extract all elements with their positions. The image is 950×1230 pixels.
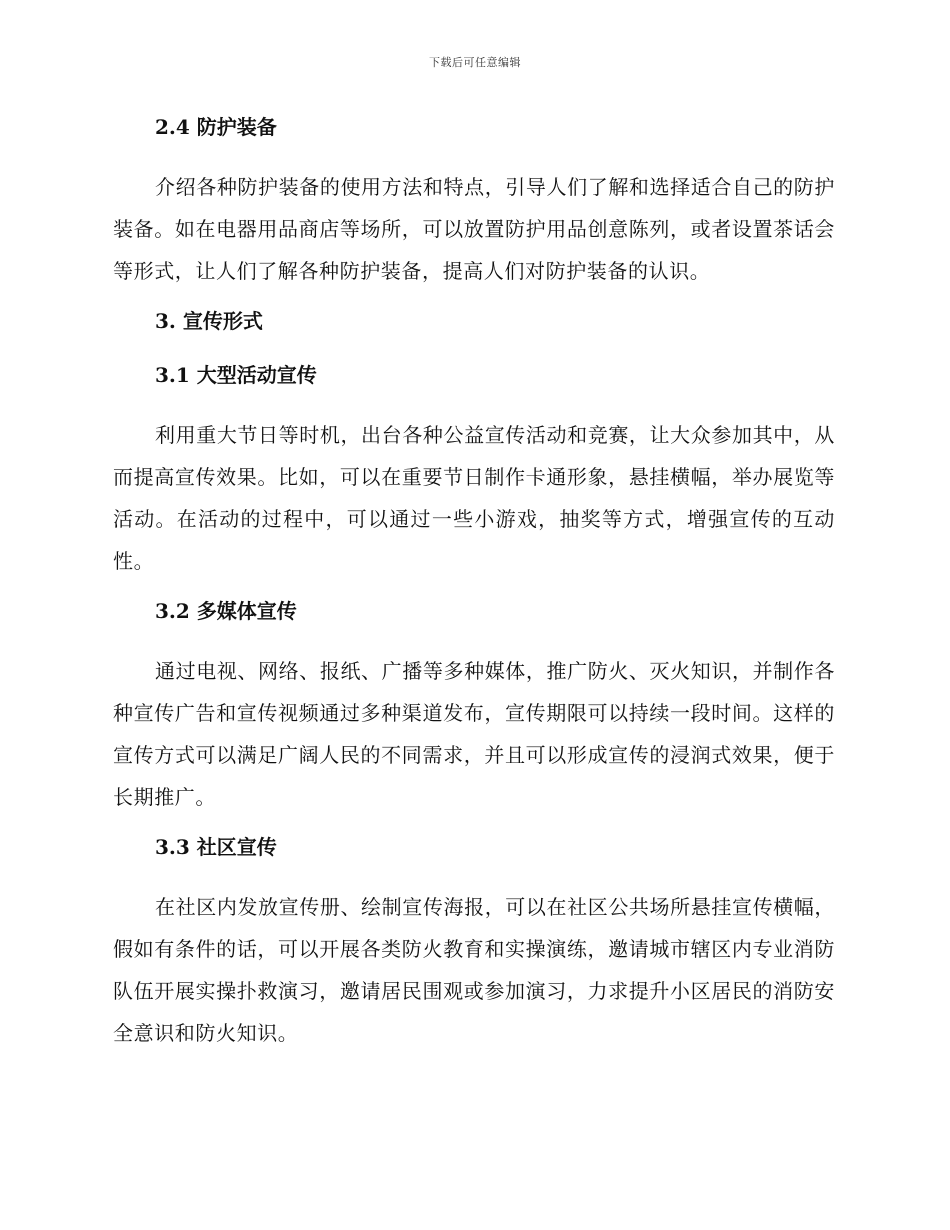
section-paragraph-2-4: 介绍各种防护装备的使用方法和特点，引导人们了解和选择适合自己的防护装备。如在电器用品商店等场所，可以放置防护用品创意陈列，或者设置茶话会等形式，让人们了解各种防护装备，提高人们对防护装备的认识。 xyxy=(113,175,835,283)
section-heading-3-3: 3.3 社区宣传 xyxy=(155,835,277,859)
section-paragraph-3-2: 通过电视、网络、报纸、广播等多种媒体，推广防火、灭火知识，并制作各种宣传广告和宣传视频通过多种渠道发布，宣传期限可以持续一段时间。这样的宣传方式可以满足广阔人民的不同需求，并且可以形成宣传的浸润式效果，便于长期推广。 xyxy=(113,659,835,809)
section-paragraph-3-1: 利用重大节日等时机，出台各种公益宣传活动和竞赛，让大众参加其中，从而提高宣传效果。比如，可以在重要节日制作卡通形象，悬挂横幅，举办展览等活动。在活动的过程中，可以通过一些小游戏，抽奖等方式，增强宣传的互动性。 xyxy=(113,423,835,573)
page-header: 下载后可任意编辑 xyxy=(429,56,521,69)
section-heading-2-4: 2.4 防护装备 xyxy=(155,115,277,139)
section-heading-3-2: 3.2 多媒体宣传 xyxy=(155,599,297,623)
document-body xyxy=(113,112,835,1054)
section-paragraph-3-3: 在社区内发放宣传册、绘制宣传海报，可以在社区公共场所悬挂宣传横幅，假如有条件的话，可以开展各类防火教育和实操演练，邀请城市辖区内专业消防队伍开展实操扑救演习，邀请居民围观或参加演习，力求提升小区居民的消防安全意识和防火知识。 xyxy=(113,895,835,1045)
section-heading-3-1: 3.1 大型活动宣传 xyxy=(155,363,317,387)
section-heading-3: 3. 宣传形式 xyxy=(155,309,263,333)
